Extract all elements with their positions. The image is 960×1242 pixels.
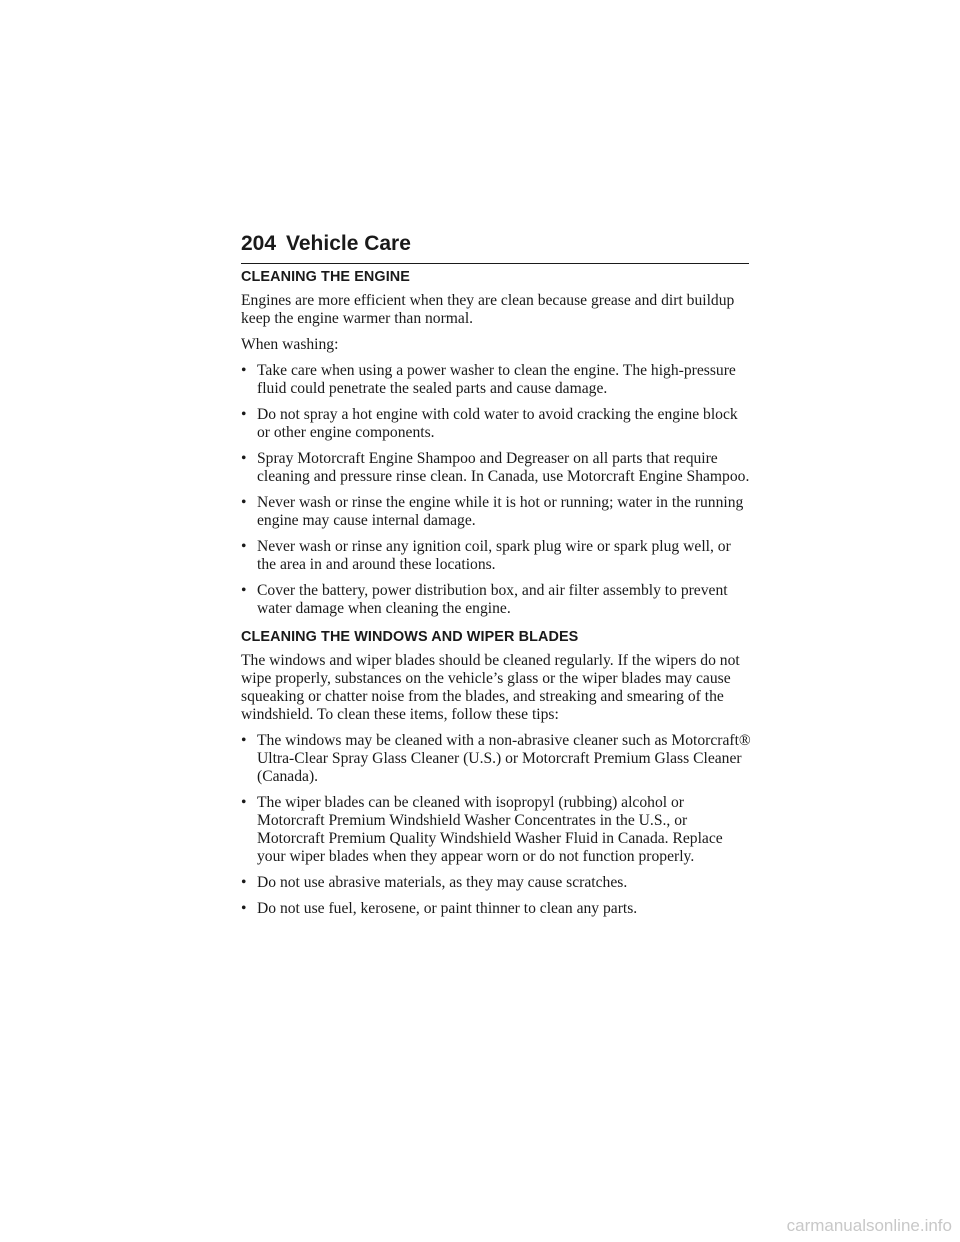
list-item (241, 874, 751, 892)
windows-heading: CLEANING THE WINDOWS AND WIPER BLADES (241, 629, 579, 645)
section-title: Vehicle Care (286, 232, 411, 255)
list-item-text: The windows may be cleaned with a non-abrasive cleaner such as Motorcraft® Ultra-Clear Spray Glass Cleaner (U.S.) or Motorcraft Premium Glass Cleaner (Canada). (257, 732, 751, 785)
engine-bullet-list (241, 362, 751, 618)
list-item (241, 538, 751, 574)
bullet: • (241, 900, 247, 917)
list-item-text: The wiper blades can be cleaned with isopropyl (rubbing) alcohol or Motorcraft Premium Windshield Washer Concentrates in the U.S., or Motorcraft Premium Quality Windshield Washer Fluid in Canada. Replace your wiper blades when they appear worn or do not function properly. (257, 794, 723, 865)
bullet: • (241, 406, 247, 423)
engine-lead: When washing: (241, 336, 339, 353)
list-item (241, 732, 751, 786)
bullet: • (241, 362, 247, 379)
bullet: • (241, 538, 247, 555)
page-header (241, 229, 749, 264)
list-item (241, 794, 751, 866)
page-content (241, 268, 751, 926)
bullet: • (241, 582, 247, 599)
list-item-text: Never wash or rinse the engine while it is hot or running; water in the running engine may cause internal damage. (257, 494, 744, 529)
bullet: • (241, 450, 247, 467)
list-item (241, 900, 751, 918)
list-item-text: Do not use abrasive materials, as they may cause scratches. (257, 874, 628, 891)
list-item-text: Do not spray a hot engine with cold water to avoid cracking the engine block or other engine components. (257, 406, 738, 441)
list-item-text: Never wash or rinse any ignition coil, spark plug wire or spark plug well, or the area in and around these locations. (257, 538, 731, 573)
engine-intro: Engines are more efficient when they are clean because grease and dirt buildup keep the engine warmer than normal. (241, 292, 735, 327)
bullet: • (241, 874, 247, 891)
list-item (241, 450, 751, 486)
windows-intro: The windows and wiper blades should be cleaned regularly. If the wipers do not wipe properly, substances on the vehicle’s glass or the wiper blades may cause squeaking or chatter noise from the blades, and streaking and smearing of the windshield. To clean these items, follow these tips: (241, 652, 740, 723)
list-item-text: Do not use fuel, kerosene, or paint thinner to clean any parts. (257, 900, 638, 917)
engine-heading: CLEANING THE ENGINE (241, 269, 411, 285)
bullet: • (241, 494, 247, 511)
page-number: 204 (241, 232, 277, 255)
windows-bullet-list (241, 732, 751, 918)
bullet: • (241, 794, 247, 811)
list-item (241, 582, 751, 618)
list-item-text: Spray Motorcraft Engine Shampoo and Degreaser on all parts that require cleaning and pressure rinse clean. In Canada, use Motorcraft Engine Shampoo. (257, 450, 750, 485)
list-item (241, 362, 751, 398)
watermark: carmanualsonline.info (786, 1216, 952, 1235)
list-item (241, 494, 751, 530)
bullet: • (241, 732, 247, 749)
list-item-text: Cover the battery, power distribution box, and air filter assembly to prevent water damage when cleaning the engine. (257, 582, 728, 617)
list-item-text: Take care when using a power washer to clean the engine. The high-pressure fluid could penetrate the sealed parts and cause damage. (257, 362, 736, 397)
list-item (241, 406, 751, 442)
